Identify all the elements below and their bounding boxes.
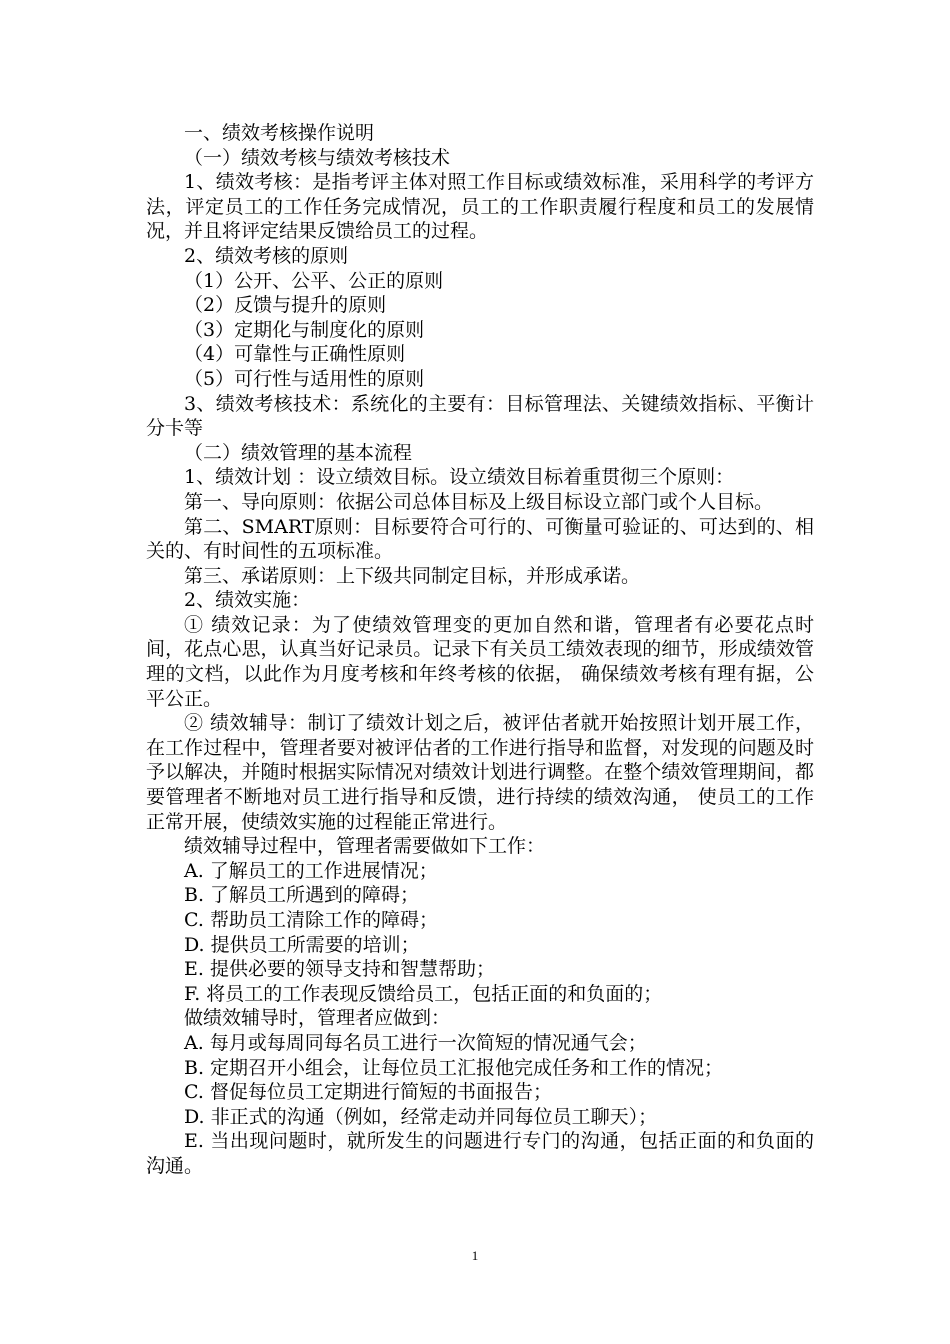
paragraph-assessment-definition: 1、绩效考核：是指考评主体对照工作目标或绩效标准，采用科学的考评方法，评定员工的工作任务完成情况，员工的工作职责履行程度和员工的发展情况，并且将评定结果反馈给员工的过程。: [146, 171, 814, 243]
subheading-assessment-technique: （一）绩效考核与绩效考核技术: [184, 146, 451, 169]
paragraph-guidance-principle: 第一、导向原则：依据公司总体目标及上级目标设立部门或个人目标。: [184, 490, 774, 513]
paragraph-performance-plan: 1、绩效计划 ：设立绩效目标。设立绩效目标着重贯彻三个原则：: [184, 466, 735, 489]
list-item-principle-4: （4）可靠性与正确性原则: [184, 343, 406, 366]
list-item-duty-d: D. 非正式的沟通（例如，经常走动并同每位员工聊天）；: [184, 1105, 658, 1128]
page-number: 1: [471, 1248, 479, 1263]
paragraph-smart-principle: 第二、SMART原则：目标要符合可行的、可衡量可验证的、可达到的、相关的、有时间性的五项标准。: [146, 515, 814, 563]
list-item-task-e: E. 提供必要的领导支持和智慧帮助；: [184, 958, 495, 981]
list-item-principle-3: （3）定期化与制度化的原则: [184, 318, 425, 341]
list-item-duty-e: E. 当出现问题时，就所发生的问题进行专门的沟通，包括正面的和负面的沟通。: [146, 1130, 814, 1177]
list-item-principle-2: （2）反馈与提升的原则: [184, 294, 387, 317]
list-item-principle-1: （1）公开、公平、公正的原则: [184, 269, 444, 292]
subheading-basic-process: （二）绩效管理的基本流程: [184, 441, 413, 464]
heading-operation-guide: 一、绩效考核操作说明: [184, 122, 375, 144]
list-item-duty-a: A. 每月或每周同每名员工进行一次简短的情况通气会；: [184, 1031, 647, 1054]
list-item-duty-c: C. 督促每位员工定期进行简短的书面报告；: [184, 1081, 552, 1104]
list-item-task-c: C. 帮助员工清除工作的障碍；: [184, 909, 438, 931]
paragraph-assessment-technique: 3、绩效考核技术：系统化的主要有：目标管理法、关键绩效指标、平衡计分卡等: [146, 392, 814, 440]
paragraph-coaching-duties-intro: 做绩效辅导时，管理者应做到：: [184, 1007, 451, 1030]
list-item-duty-b: B. 定期召开小组会，让每位员工汇报他完成任务和工作的情况；: [184, 1056, 724, 1079]
paragraph-implementation-heading: 2、绩效实施：: [184, 589, 311, 612]
paragraph-performance-record: ① 绩效记录：为了使绩效管理变的更加自然和谐，管理者有必要花点时间，花点心思，认真当好记录员。记录下有关员工绩效表现的细节，形成绩效管理的文档，以此作为月度考核和年终考核的依据， 确保绩效考核有理有据，公平公正。: [146, 613, 814, 710]
paragraph-coaching-tasks-intro: 绩效辅导过程中，管理者需要做如下工作：: [184, 835, 546, 858]
paragraph-performance-coaching: ② 绩效辅导：制订了绩效计划之后，被评估者就开始按照计划开展工作，在工作过程中，管理者要对被评估者的工作进行指导和监督，对发现的问题及时予以解决，并随时根据实际情况对绩效计划进行调整。在整个绩效管理期间，都要管理者不断地对员工进行指导和反馈，进行持续的绩效沟通， 使员工的工作正常开展，使绩效实施的过程能正常进行。: [146, 712, 814, 833]
list-item-principle-5: （5）可行性与适用性的原则: [184, 367, 425, 390]
paragraph-commitment-principle: 第三、承诺原则：上下级共同制定目标，并形成承诺。: [184, 564, 641, 587]
paragraph-principles-heading: 2、绩效考核的原则: [184, 244, 349, 267]
list-item-task-b: B. 了解员工所遇到的障碍；: [184, 884, 420, 907]
list-item-task-f: F. 将员工的工作表现反馈给员工，包括正面的和负面的；: [184, 982, 663, 1005]
document-body: [146, 121, 814, 1179]
list-item-task-a: A. 了解员工的工作进展情况；: [184, 859, 438, 882]
list-item-task-d: D. 提供员工所需要的培训；: [184, 933, 420, 956]
